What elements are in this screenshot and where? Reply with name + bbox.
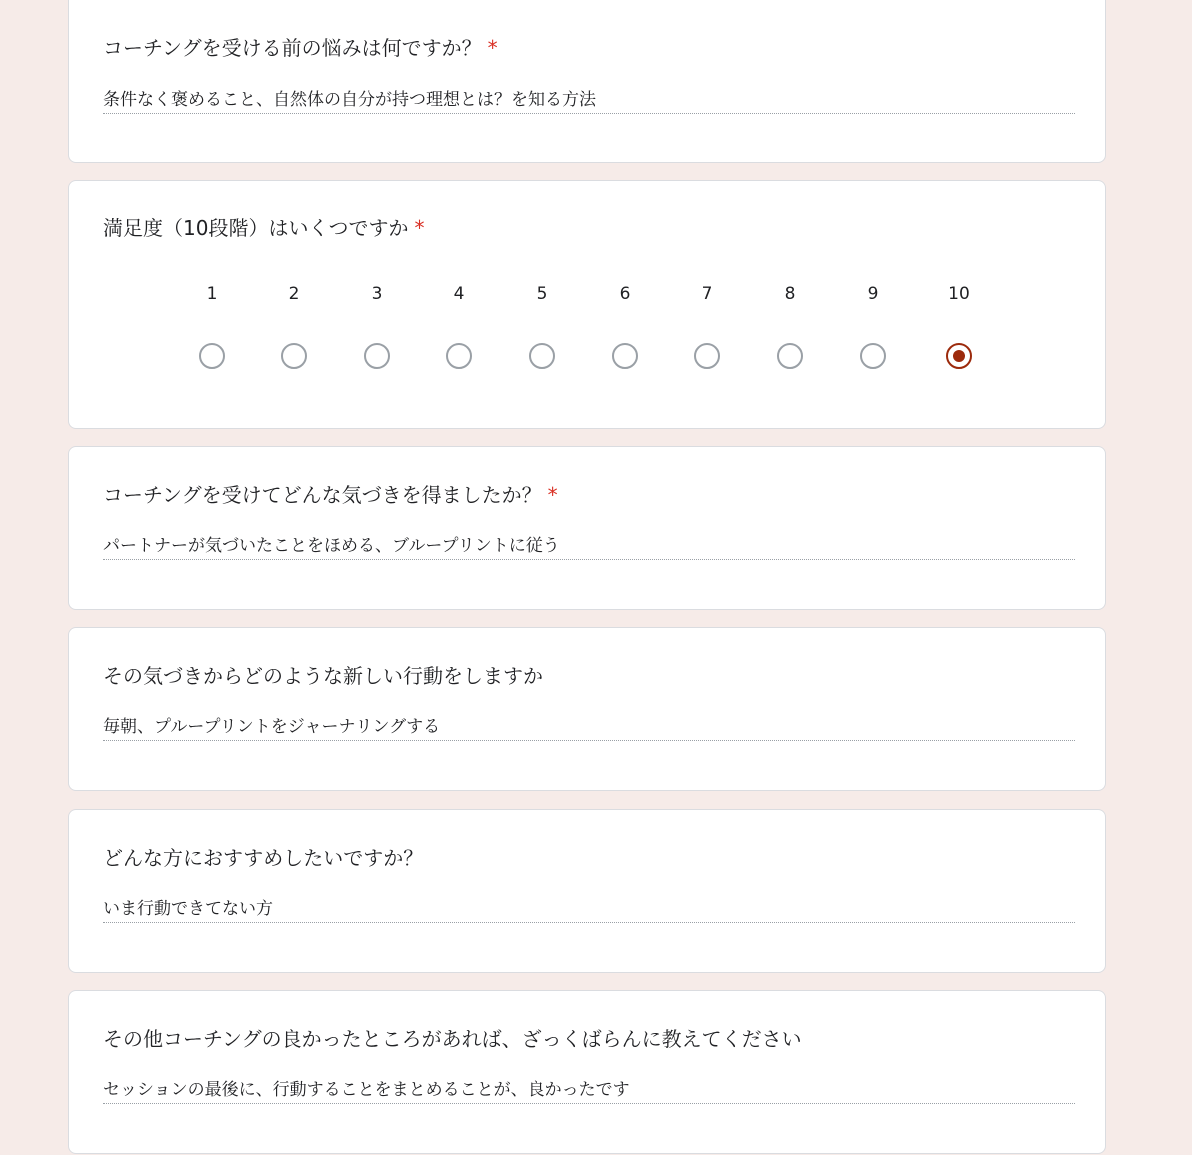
scale-label: 7 bbox=[701, 284, 713, 304]
linear-scale bbox=[69, 181, 1105, 428]
scale-label: 2 bbox=[288, 284, 300, 304]
question-card-other-feedback bbox=[68, 990, 1106, 1154]
scale-label: 10 bbox=[948, 284, 970, 304]
question-text: その他コーチングの良かったところがあれば、ざっくばらんに教えてください bbox=[103, 1027, 802, 1051]
scale-option-3[interactable] bbox=[357, 283, 397, 369]
scale-option-1[interactable] bbox=[192, 283, 232, 369]
scale-option-6[interactable] bbox=[605, 283, 645, 369]
radio-button-selected[interactable] bbox=[946, 343, 972, 369]
radio-button[interactable] bbox=[199, 343, 225, 369]
required-asterisk: * bbox=[547, 483, 558, 507]
scale-option-7[interactable] bbox=[687, 283, 727, 369]
question-text: コーチングを受けてどんな気づきを得ましたか？ bbox=[103, 483, 542, 507]
radio-button[interactable] bbox=[694, 343, 720, 369]
radio-button[interactable] bbox=[612, 343, 638, 369]
answer-field[interactable]: いま行動できてない方 bbox=[103, 898, 1075, 923]
question-card-recommend bbox=[68, 809, 1106, 973]
question-card-satisfaction bbox=[68, 180, 1106, 429]
scale-label: 4 bbox=[453, 284, 465, 304]
scale-label: 9 bbox=[867, 284, 879, 304]
question-text: その気づきからどのような新しい行動をしますか bbox=[103, 664, 543, 688]
question-title bbox=[103, 845, 423, 871]
scale-option-4[interactable] bbox=[439, 283, 479, 369]
radio-button[interactable] bbox=[281, 343, 307, 369]
required-asterisk: * bbox=[487, 36, 498, 60]
radio-button[interactable] bbox=[446, 343, 472, 369]
radio-button[interactable] bbox=[529, 343, 555, 369]
question-text: どんな方におすすめしたいですか？ bbox=[103, 846, 424, 870]
scale-label: 8 bbox=[784, 284, 796, 304]
question-text: コーチングを受ける前の悩みは何ですか？ bbox=[103, 36, 482, 60]
radio-button[interactable] bbox=[860, 343, 886, 369]
question-card-new-actions bbox=[68, 627, 1106, 791]
question-title bbox=[103, 35, 498, 61]
answer-field[interactable]: 条件なく褒めること、自然体の自分が持つ理想とは？を知る方法 bbox=[103, 89, 1075, 114]
question-title bbox=[103, 482, 558, 508]
answer-field[interactable]: パートナーが気づいたことをほめる、ブループリントに従う bbox=[103, 535, 1075, 560]
question-title bbox=[103, 1026, 802, 1052]
answer-field[interactable]: セッションの最後に、行動することをまとめることが、良かったです bbox=[103, 1079, 1075, 1104]
question-card-insights bbox=[68, 446, 1106, 610]
question-title bbox=[103, 663, 543, 689]
scale-option-8[interactable] bbox=[770, 283, 810, 369]
scale-label: 5 bbox=[536, 284, 548, 304]
question-text: 満足度（10段階）はいくつですか bbox=[103, 216, 409, 240]
scale-option-5[interactable] bbox=[522, 283, 562, 369]
scale-label: 6 bbox=[619, 284, 631, 304]
radio-button[interactable] bbox=[364, 343, 390, 369]
scale-label: 1 bbox=[206, 284, 218, 304]
answer-field[interactable]: 毎朝、プループリントをジャーナリングする bbox=[103, 716, 1075, 741]
scale-option-2[interactable] bbox=[274, 283, 314, 369]
required-asterisk: * bbox=[414, 216, 425, 240]
scale-label: 3 bbox=[371, 284, 383, 304]
question-card-prior-concerns bbox=[68, 0, 1106, 163]
scale-option-10[interactable] bbox=[939, 283, 979, 369]
scale-option-9[interactable] bbox=[853, 283, 893, 369]
radio-button[interactable] bbox=[777, 343, 803, 369]
